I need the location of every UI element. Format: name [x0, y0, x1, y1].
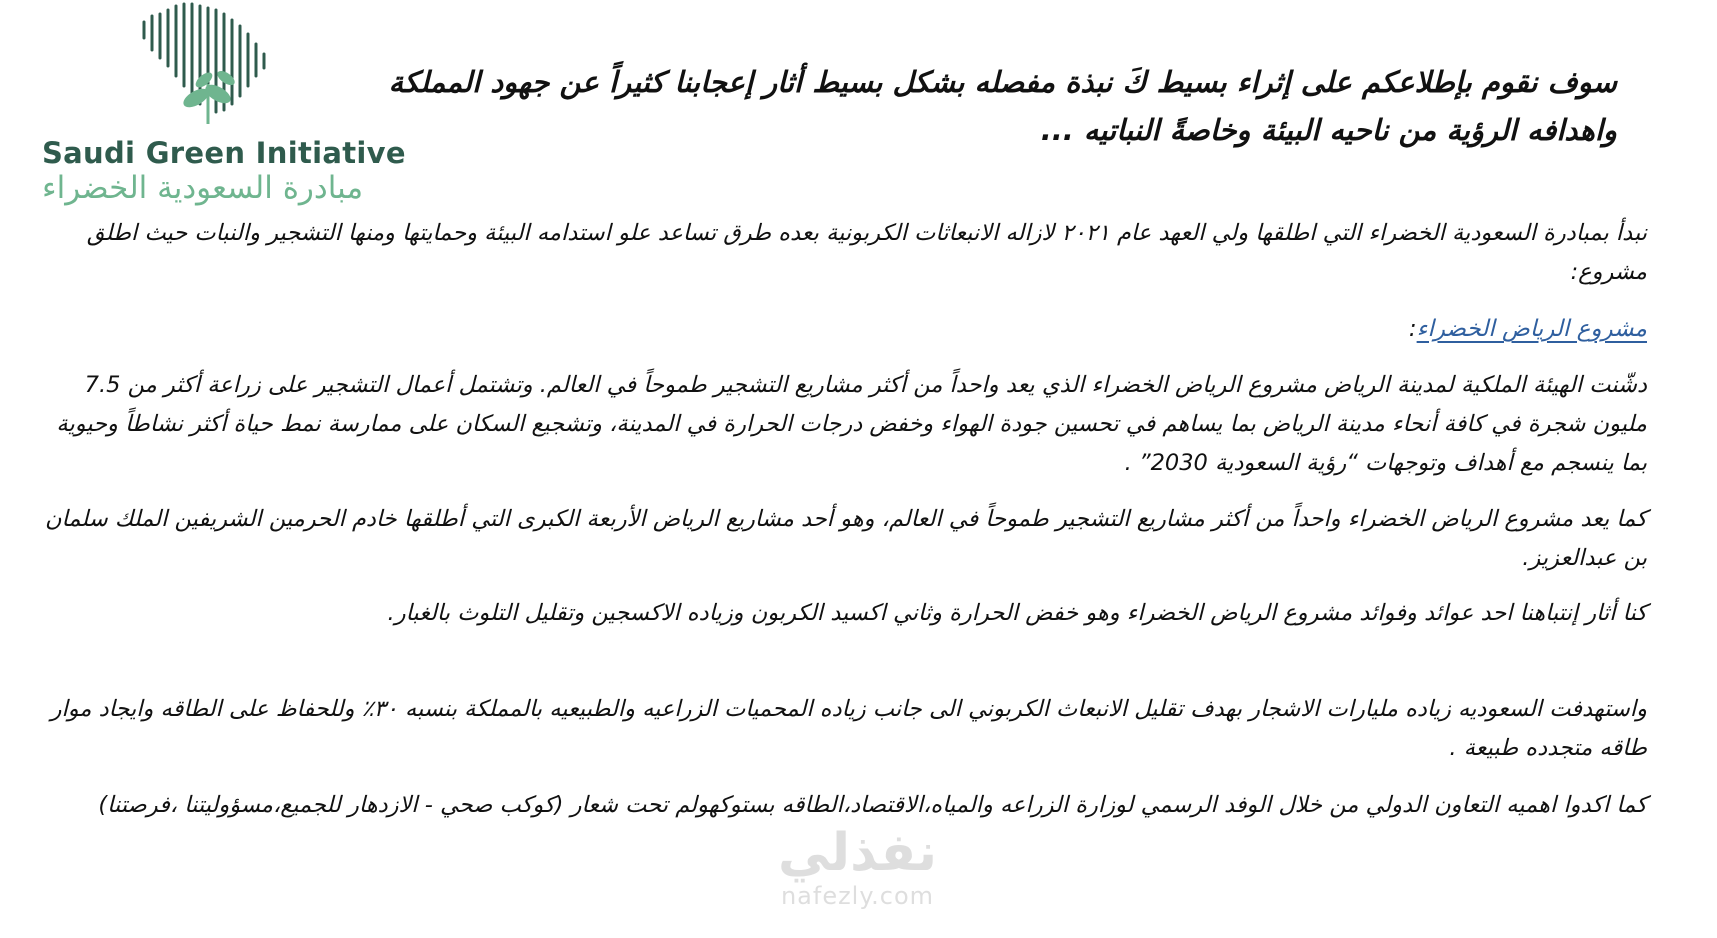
- saudi-green-initiative-logo: [38, 0, 406, 212]
- paragraph-benefits: كنا أثار إنتباهنا احد عوائد وفوائد مشروع الرياض الخضراء وهو خفض الحرارة وثاني اكسيد الكربون وزياده الاكسجين وتقليل التلوث بالغبار.: [387, 600, 1647, 626]
- paragraph-targets: واستهدفت السعوديه زياده مليارات الاشجار بهدف تقليل الانبعاث الكربوني الى جانب زياده المحميات الزراعيه والطبيعيه بالمملكة بنسبه ٣٠٪ وللحفاظ على الطاقه وايجاد موار طاقه متجدده طبيعة .: [50, 696, 1647, 761]
- watermark: [755, 824, 960, 910]
- logo-emblem-icon: [134, 0, 334, 140]
- paragraph-riyadh-green-launch: دشّنت الهيئة الملكية لمدينة الرياض مشروع الرياض الخضراء الذي يعد واحداً من أكثر مشاريع التشجير طموحاً في العالم. وتشتمل أعمال التشجير على زراعة أكثر من 7.5 مليون شجرة في كافة أنحاء مدينة الرياض بما يساهم في تحسين جودة الهواء وخفض درجات الحرارة في المدينة، وتشجيع السكان على ممارسة نمط حياة أكثر نشاطاً وحيوية بما ينسجم مع أهداف وتوجهات “رؤية السعودية 2030” .: [56, 372, 1647, 476]
- paragraph-international-cooperation: كما اكدوا اهميه التعاون الدولي من خلال الوفد الرسمي لوزارة الزراعه والمياه،الاقتصاد،الطاقه بستوكهولم تحت شعار (كوكب صحي - الازدهار للجميع،مسؤوليتنا ،فرصتنا): [98, 792, 1647, 818]
- project-link-line: [1409, 309, 1647, 349]
- project-link-colon: :: [1408, 316, 1417, 342]
- paragraph-riyadh-green-ambition: كما يعد مشروع الرياض الخضراء واحداً من أكثر مشاريع التشجير طموحاً في العالم، وهو أحد مشاريع الرياض الأربعة الكبرى التي أطلقها خادم الحرمين الشريفين الملك سلمان بن عبدالعزيز.: [45, 506, 1647, 571]
- intro-paragraph: نبدأ بمبادرة السعودية الخضراء التي اطلقها ولي العهد عام ٢٠٢١ لازاله الانبعاثات الكربونية بعده طرق تساعد علو استدامه البيئة وحمايتها ومنها التشجير والنبات حيث اطلق مشروع:: [86, 220, 1647, 285]
- logo-name-en: Saudi Green Initiative: [42, 136, 406, 170]
- watermark-arabic: نفذلي: [777, 823, 938, 883]
- riyadh-green-project-link[interactable]: مشروع الرياض الخضراء: [1416, 316, 1647, 342]
- page-headline: سوف نقوم بإطلاعكم على إثراء بسيط كَ نبذة مفصله بشكل بسيط أثار إعجابنا كثيراً عن جهود المملكة واهدافه الرؤية من ناحيه البيئة وخاصةً النباتيه ...: [388, 65, 1617, 147]
- logo-name-ar: مبادرة السعودية الخضراء: [42, 170, 364, 206]
- watermark-url: nafezly.com: [780, 882, 935, 910]
